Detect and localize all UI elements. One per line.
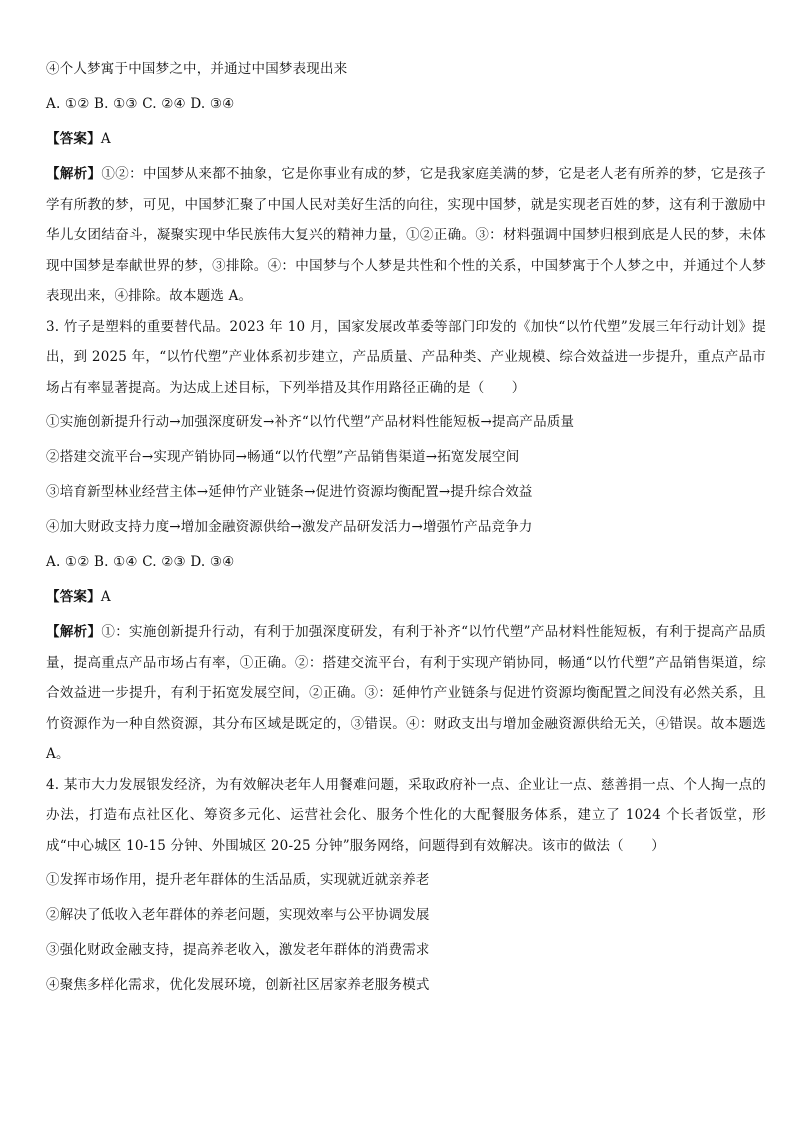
q3-stem: 3. 竹子是塑料的重要替代品。2023 年 10 月，国家发展改革委等部门印发的《加快“以竹代塑”发展三年行动计划》提出，到 2025 年，“以竹代塑”产业体系初步建立，产品质量、产品种类、产业规模、综合效益进一步提升，重点产品市场占有率显著提高。为达成上述目标，下列举措及其作用路径正确的是（ ） bbox=[46, 318, 766, 396]
q3-analysis bbox=[46, 617, 766, 770]
q2-analysis-tag: 【解析】 bbox=[46, 166, 102, 182]
q3-answer bbox=[46, 580, 766, 615]
q2-analysis bbox=[46, 159, 766, 312]
q3-option-3: ③培育新型林业经营主体→延伸竹产业链条→促进竹资源均衡配置→提升综合效益 bbox=[46, 484, 533, 500]
q3-analysis-tag: 【解析】 bbox=[46, 624, 102, 640]
q2-answer-tag: 【答案】 bbox=[46, 131, 101, 147]
q2-answer bbox=[46, 122, 766, 157]
q4-option-4: ④聚焦多样化需求，优化发展环境，创新社区居家养老服务模式 bbox=[46, 977, 430, 993]
q3-option-2: ②搭建交流平台→实现产销协同→畅通“以竹代塑”产品销售渠道→拓宽发展空间 bbox=[46, 449, 520, 465]
q3-answer-value: A bbox=[100, 589, 111, 605]
q2-choices: A. ①② B. ①③ C. ②④ D. ③④ bbox=[46, 96, 235, 112]
q3-analysis-text: ①：实施创新提升行动，有利于加强深度研发，有利于补齐“以竹代塑”产品材料性能短板，有利于提高产品质量，提高重点产品市场占有率，①正确。②：搭建交流平台，有利于实现产销协同，畅通“以竹代塑”产品销售渠道，综合效益进一步提升，有利于拓宽发展空间，②正确。③：延伸竹产业链条与促进竹资源均衡配置之间没有必然关系，且竹资源作为一种自然资源，其分布区域是既定的，③错误。④：财政支出与增加金融资源供给无关，④错误。故本题选 A。 bbox=[46, 624, 766, 762]
q4-stem: 4. 某市大力发展银发经济，为有效解决老年人用餐难问题，采取政府补一点、企业让一点、慈善捐一点、个人掏一点的办法，打造布点社区化、筹资多元化、运营社会化、服务个性化的大配餐服务体系，建立了 1024 个长者饭堂，形成“中心城区 10-15 分钟、外围城区 20-25 分钟”服务网络，问题得到有效解决。该市的做法（ ） bbox=[46, 776, 766, 854]
q3-answer-tag: 【答案】 bbox=[46, 589, 101, 605]
q3-choices: A. ①② B. ①④ C. ②③ D. ③④ bbox=[46, 554, 235, 570]
q4-option-2: ②解决了低收入老年群体的养老问题，实现效率与公平协调发展 bbox=[46, 907, 430, 923]
q3-option-4: ④加大财政支持力度→增加金融资源供给→激发产品研发活力→增强竹产品竞争力 bbox=[46, 519, 533, 535]
exam-page bbox=[46, 52, 766, 1003]
q2-analysis-text: ①②：中国梦从来都不抽象，它是你事业有成的梦，它是我家庭美满的梦，它是老人老有所养的梦，它是孩子学有所教的梦，可见，中国梦汇聚了中国人民对美好生活的向往，实现中国梦，就是实现老百姓的梦，这有利于激励中华儿女团结奋斗，凝聚实现中华民族伟大复兴的精神力量，①②正确。③：材料强调中国梦归根到底是人民的梦，未体现中国梦是奉献世界的梦，③排除。④：中国梦与个人梦是共性和个性的关系，中国梦寓于个人梦之中，并通过个人梦表现出来，④排除。故本题选 A。 bbox=[46, 166, 766, 304]
q2-option-4: ④个人梦寓于中国梦之中，并通过中国梦表现出来 bbox=[46, 61, 348, 77]
q2-answer-value: A bbox=[100, 131, 111, 147]
q4-option-1: ①发挥市场作用，提升老年群体的生活品质，实现就近就亲养老 bbox=[46, 872, 430, 888]
q3-option-1: ①实施创新提升行动→加强深度研发→补齐“以竹代塑”产品材料性能短板→提高产品质量 bbox=[46, 414, 575, 430]
q4-option-3: ③强化财政金融支持，提高养老收入，激发老年群体的消费需求 bbox=[46, 942, 430, 958]
